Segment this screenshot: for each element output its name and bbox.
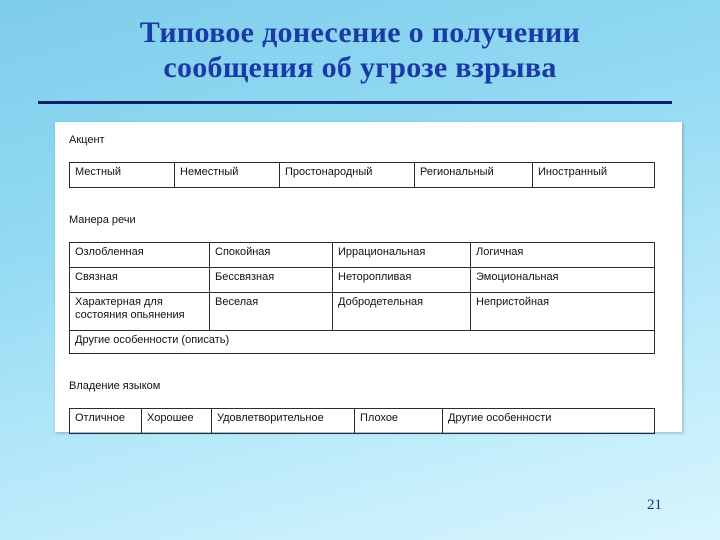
title-underline <box>38 101 672 104</box>
language-cell-excellent: Отличное <box>70 409 142 434</box>
accent-row <box>70 163 655 188</box>
manner-cell: Веселая <box>210 293 333 331</box>
language-cell-other: Другие особенности <box>443 409 655 434</box>
language-section-label: Владение языком <box>69 380 161 392</box>
language-table <box>69 408 655 434</box>
accent-cell-nonlocal: Неместный <box>175 163 280 188</box>
manner-cell: Озлобленная <box>70 243 210 268</box>
manner-row-2 <box>70 268 655 293</box>
page-title <box>0 0 720 85</box>
manner-cell: Логичная <box>471 243 655 268</box>
accent-cell-local: Местный <box>70 163 175 188</box>
manner-cell: Связная <box>70 268 210 293</box>
language-cell-good: Хорошее <box>142 409 212 434</box>
manner-other-features-cell: Другие особенности (описать) <box>70 331 655 354</box>
manner-cell: Бессвязная <box>210 268 333 293</box>
manner-cell: Спокойная <box>210 243 333 268</box>
language-row <box>70 409 655 434</box>
manner-cell: Добродетельная <box>333 293 471 331</box>
manner-cell: Эмоциональная <box>471 268 655 293</box>
accent-cell-regional: Региональный <box>415 163 533 188</box>
manner-cell: Неторопливая <box>333 268 471 293</box>
manner-cell: Непристойная <box>471 293 655 331</box>
manner-row-1 <box>70 243 655 268</box>
accent-section-label: Акцент <box>69 134 105 146</box>
manner-cell: Иррациональная <box>333 243 471 268</box>
accent-cell-vernacular: Простонародный <box>280 163 415 188</box>
manner-row-3 <box>70 293 655 331</box>
page-number: 21 <box>647 497 662 513</box>
manner-cell: Характерная для состояния опьянения <box>70 293 210 331</box>
manner-footer-row <box>70 331 655 354</box>
accent-cell-foreign: Иностранный <box>533 163 655 188</box>
title-line-2: сообщения об угрозе взрыва <box>163 50 557 84</box>
form-panel <box>55 122 682 432</box>
manner-table <box>69 242 655 354</box>
accent-table <box>69 162 655 188</box>
language-cell-satisfactory: Удовлетворительное <box>212 409 355 434</box>
language-cell-poor: Плохое <box>355 409 443 434</box>
title-line-1: Типовое донесение о получении <box>139 16 581 49</box>
manner-section-label: Манера речи <box>69 214 136 226</box>
